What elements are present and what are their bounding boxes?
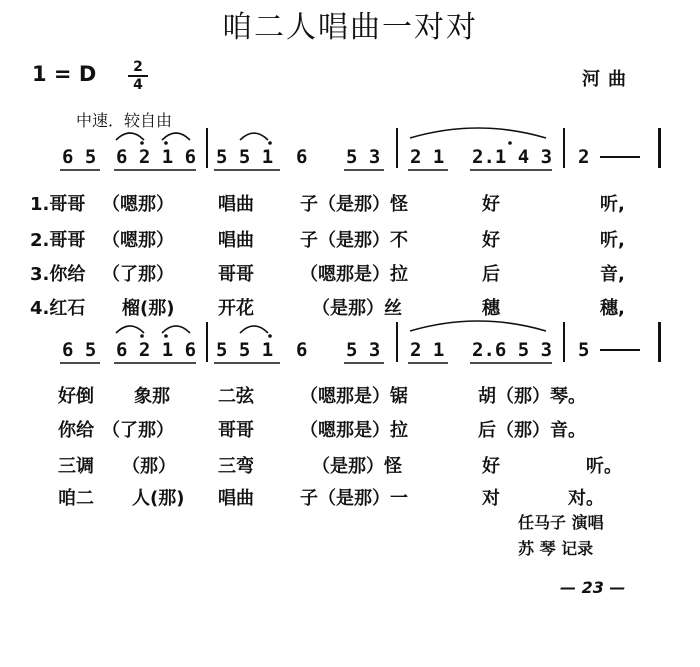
lyric: 胡（那）琴。: [478, 386, 586, 407]
notation-group: 6 5: [62, 146, 97, 168]
octave-dot: [140, 141, 144, 145]
lyric: 榴(那): [122, 298, 175, 319]
lyric: （了那）: [102, 264, 174, 285]
notation-group: 2: [578, 146, 590, 168]
notation-group: 2 1: [410, 146, 445, 168]
lyric: 好: [482, 230, 500, 251]
lyric: 三调: [58, 456, 94, 477]
notation-group: 6 5: [62, 339, 97, 361]
lyric: 咱二: [58, 488, 94, 509]
lyric: 听,: [600, 230, 625, 251]
lyric: （嗯那是）锯: [300, 386, 408, 407]
lyric: 象那: [134, 386, 170, 407]
notation-group: 6: [296, 339, 308, 361]
lyric: 4.红石: [30, 298, 86, 319]
lyric: 好: [482, 194, 500, 215]
credit-line: 苏 琴 记录: [518, 539, 594, 558]
notation-group: 2 1: [410, 339, 445, 361]
tempo-marking: 中速．较自由: [76, 111, 173, 130]
notation-group: 5 3: [346, 146, 381, 168]
octave-dot: [140, 334, 144, 338]
lyric: 听。: [586, 456, 622, 477]
lyric: 唱曲: [218, 488, 254, 509]
song-title: 咱二人唱曲一对对: [222, 10, 478, 45]
lyric: 对。: [568, 488, 604, 509]
slur-mark: [240, 326, 268, 333]
notation-group: 6: [296, 146, 308, 168]
lyric: 三弯: [218, 456, 254, 477]
slur-mark: [162, 326, 190, 333]
notation-group: 6 2 1 6: [116, 146, 197, 168]
octave-dot: [164, 334, 168, 338]
lyric: 唱曲: [218, 194, 254, 215]
page-number: — 23 —: [560, 578, 626, 597]
time-signature-top: 2: [133, 59, 143, 75]
credit-line: 任马子 演唱: [518, 513, 604, 532]
lyric: 子（是那）一: [300, 488, 408, 509]
slur-mark: [162, 133, 190, 140]
lyric: 哥哥: [218, 264, 254, 285]
lyric: 开花: [218, 298, 254, 319]
lyric: 子（是那）怪: [300, 194, 408, 215]
lyric: 后（那）音。: [478, 420, 586, 441]
lyric: 好倒: [58, 386, 94, 407]
lyric: 后: [482, 264, 500, 285]
lyric: 你给: [58, 420, 94, 441]
slur-mark: [410, 321, 546, 331]
octave-dot: [164, 141, 168, 145]
lyric: （是那）丝: [312, 298, 402, 319]
notation-group: 5 5 1: [216, 339, 274, 361]
lyric: 二弦: [218, 386, 254, 407]
lyric: 哥哥: [218, 420, 254, 441]
octave-dot: [268, 141, 272, 145]
lyric: 3.你给: [30, 264, 86, 285]
lyric: 音,: [600, 264, 625, 285]
notation-group: 2.1 4 3: [472, 146, 553, 168]
octave-dot: [508, 141, 512, 145]
slur-mark: [410, 128, 546, 138]
lyric: 1.哥哥: [30, 194, 86, 215]
song-source: 河曲: [582, 69, 634, 90]
lyric: （那）: [122, 456, 176, 477]
lyric: 对: [482, 488, 500, 509]
notation-group: 5 5 1: [216, 146, 274, 168]
lyric: 好: [482, 456, 500, 477]
lyric: 听,: [600, 194, 625, 215]
octave-dot: [268, 334, 272, 338]
time-signature-bottom: 4: [133, 77, 143, 93]
notation-group: 5: [578, 339, 590, 361]
lyric: （了那）: [102, 420, 174, 441]
lyric: （嗯那）: [102, 194, 174, 215]
notation-group: 2.6 5 3: [472, 339, 553, 361]
lyric: 唱曲: [218, 230, 254, 251]
slur-mark: [116, 326, 144, 333]
lyric: （嗯那）: [102, 230, 174, 251]
notation-group: 5 3: [346, 339, 381, 361]
lyric: （嗯那是）拉: [300, 264, 408, 285]
lyric: （嗯那是）拉: [300, 420, 408, 441]
slur-mark: [240, 133, 268, 140]
slur-mark: [116, 133, 144, 140]
notation-group: 6 2 1 6: [116, 339, 197, 361]
lyric: 穗,: [600, 298, 625, 319]
lyric: （是那）怪: [312, 456, 402, 477]
lyric: 人(那): [132, 488, 185, 509]
lyric: 穗: [482, 298, 500, 319]
lyric: 子（是那）不: [300, 230, 408, 251]
key-signature: 1 = D: [32, 62, 97, 86]
lyric: 2.哥哥: [30, 230, 86, 251]
